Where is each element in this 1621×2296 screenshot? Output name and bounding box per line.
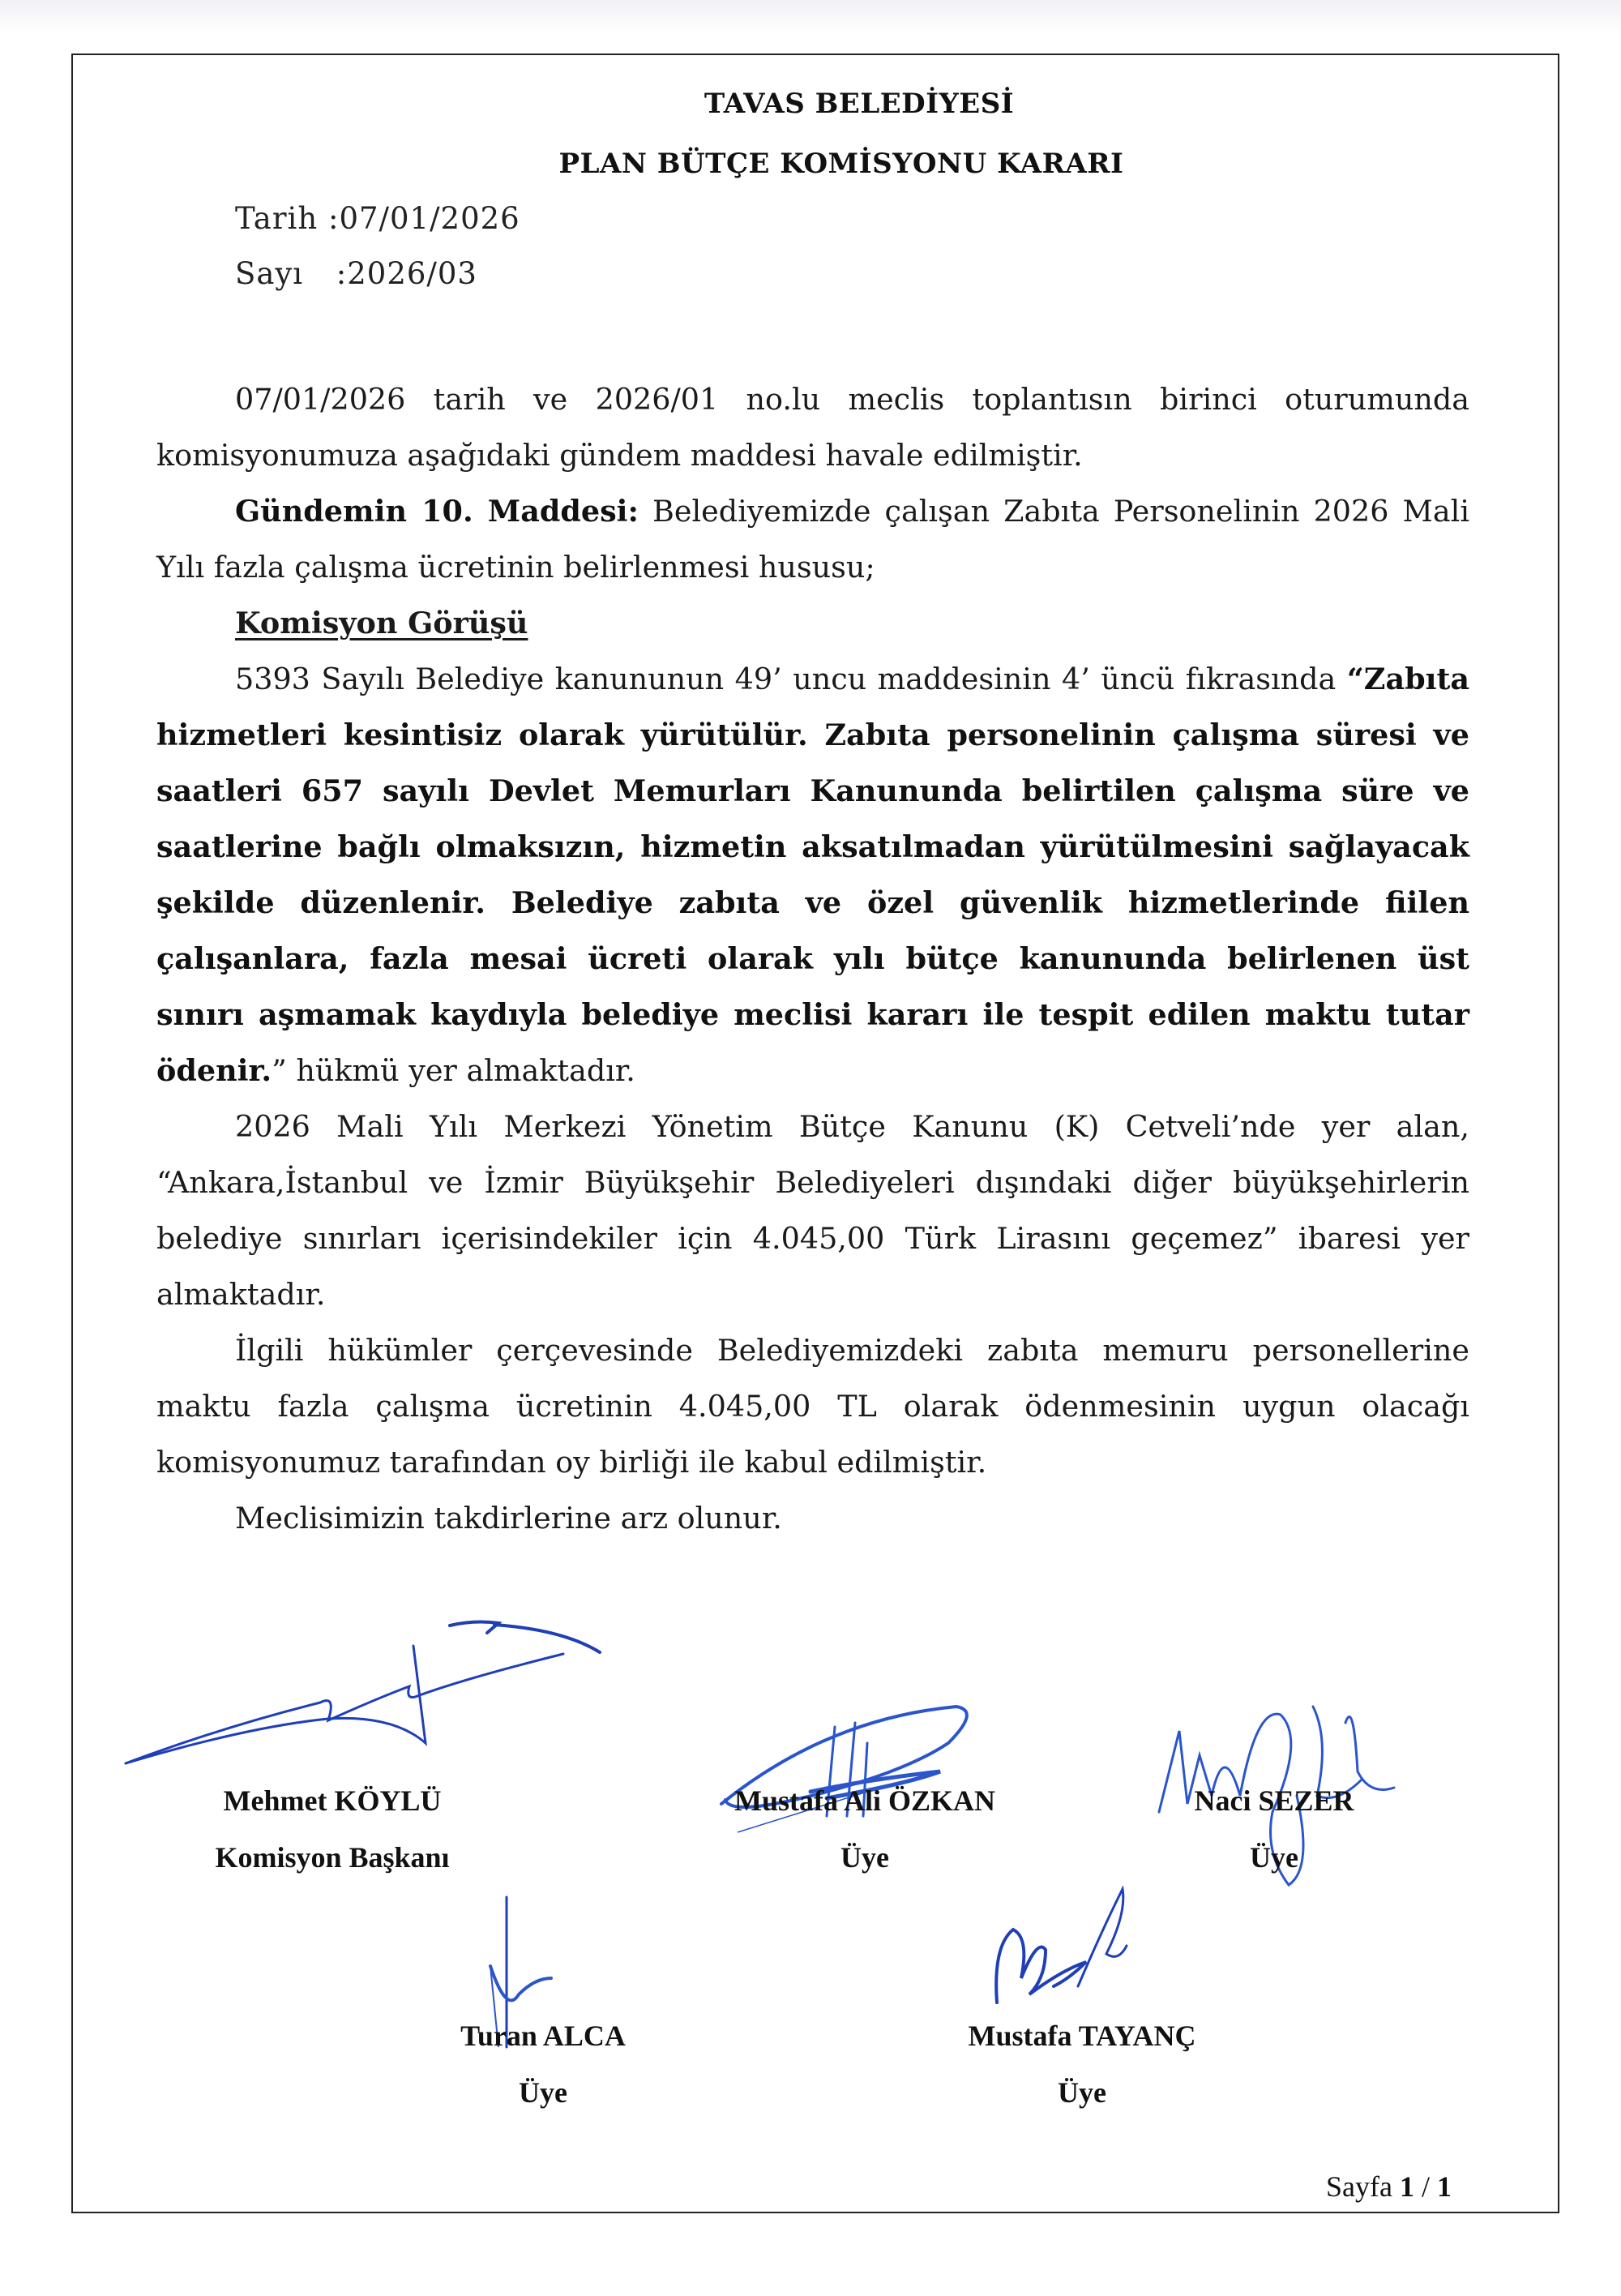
date-value: :07/01/2026 bbox=[327, 201, 520, 236]
signatory-name: Mehmet KÖYLÜ bbox=[223, 1784, 442, 1817]
page-number bbox=[1326, 2170, 1452, 2204]
intro-paragraph: 07/01/2026 tarih ve 2026/01 no.lu meclis toplantısın birinci oturumunda komisyonumuza aşağıdaki gündem maddesi havale edilmiştir. bbox=[156, 382, 1469, 473]
signatory-1 bbox=[162, 1772, 503, 1886]
agenda-paragraph bbox=[156, 483, 1469, 595]
signatory-role: Üye bbox=[1058, 2076, 1106, 2109]
document-number bbox=[235, 256, 477, 291]
document-body bbox=[156, 371, 1469, 1546]
page-label: Sayfa bbox=[1326, 2170, 1400, 2203]
document-date bbox=[235, 201, 520, 236]
agenda-text: Belediyemizde çalışan Zabıta Personelinin 2026 Mali Yılı fazla çalışma ücretinin belirlenmesi hususu; bbox=[156, 494, 1469, 585]
document-title: PLAN BÜTÇE KOMİSYONU KARARI bbox=[558, 148, 1124, 180]
page-separator: / bbox=[1414, 2170, 1437, 2203]
agenda-label: Gündemin 10. Maddesi: bbox=[235, 494, 639, 529]
signatory-name: Mustafa TAYANÇ bbox=[968, 2020, 1196, 2052]
law-intro: 5393 Sayılı Belediye kanununun 49’ uncu maddesinin 4’ üncü fıkrasında bbox=[235, 662, 1347, 696]
page-current: 1 bbox=[1399, 2170, 1414, 2203]
scan-edge-tint bbox=[0, 0, 1621, 32]
law-outro: ” hükmü yer almaktadır. bbox=[272, 1053, 635, 1088]
number-label: Sayı bbox=[235, 256, 304, 291]
closing-paragraph: Meclisimizin takdirlerine arz olunur. bbox=[235, 1501, 782, 1536]
signatory-name: Mustafa Ali ÖZKAN bbox=[734, 1784, 995, 1817]
opinion-heading-paragraph bbox=[156, 595, 1469, 651]
signatory-role: Üye bbox=[1250, 1841, 1298, 1874]
date-label: Tarih bbox=[235, 201, 319, 236]
opinion-heading: Komisyon Görüşü bbox=[235, 606, 528, 640]
signatory-3 bbox=[1104, 1772, 1444, 1886]
law-quote: “Zabıta hizmetleri kesintisiz olarak yürütülür. Zabıta personelinin çalışma süresi ve saatleri 657 sayılı Devlet Memurları Kanununda belirtilen çalışma süre ve saatlerine bağlı olmaksızın, hizmetin aksatılmadan yürütülmesini sağlayacak şekilde düzenlenir. Belediye zabıta ve özel güvenlik hizmetlerinde fiilen çalışanlara, fazla mesai ücreti olarak yılı bütçe kanununda belirlenen üst sınırı aşmamak kaydıyla belediye meclisi kararı ile tespit edilen maktu tutar ödenir. bbox=[156, 662, 1469, 1088]
budget-paragraph: 2026 Mali Yılı Merkezi Yönetim Bütçe Kanunu (K) Cetveli’nde yer alan, “Ankara,İstanbul ve İzmir Büyükşehir Belediyeleri dışındaki diğer büyükşehirlerin belediye sınırları içerisindekiler için 4.045,00 Türk Lirasını geçemez” ibaresi yer almaktadır. bbox=[156, 1109, 1469, 1312]
page-total: 1 bbox=[1436, 2170, 1452, 2203]
organization-title: TAVAS BELEDİYESİ bbox=[704, 88, 1015, 120]
signatory-role: Komisyon Başkanı bbox=[215, 1841, 450, 1874]
law-paragraph bbox=[156, 651, 1469, 1099]
decision-paragraph: İlgili hükümler çerçevesinde Belediyemizdeki zabıta memuru personellerine maktu fazla çalışma ücretinin 4.045,00 TL olarak ödenmesinin uygun olacağı komisyonumuz tarafından oy birliği ile kabul edilmiştir. bbox=[156, 1333, 1469, 1480]
number-value: :2026/03 bbox=[336, 256, 477, 291]
signatory-name: Naci SEZER bbox=[1194, 1784, 1354, 1817]
signatory-role: Üye bbox=[840, 1841, 889, 1874]
signatory-name: Turan ALCA bbox=[460, 2020, 626, 2052]
signatory-2 bbox=[695, 1772, 1035, 1886]
signatory-4 bbox=[373, 2007, 713, 2121]
signatory-5 bbox=[912, 2007, 1252, 2121]
signatory-role: Üye bbox=[519, 2076, 567, 2109]
